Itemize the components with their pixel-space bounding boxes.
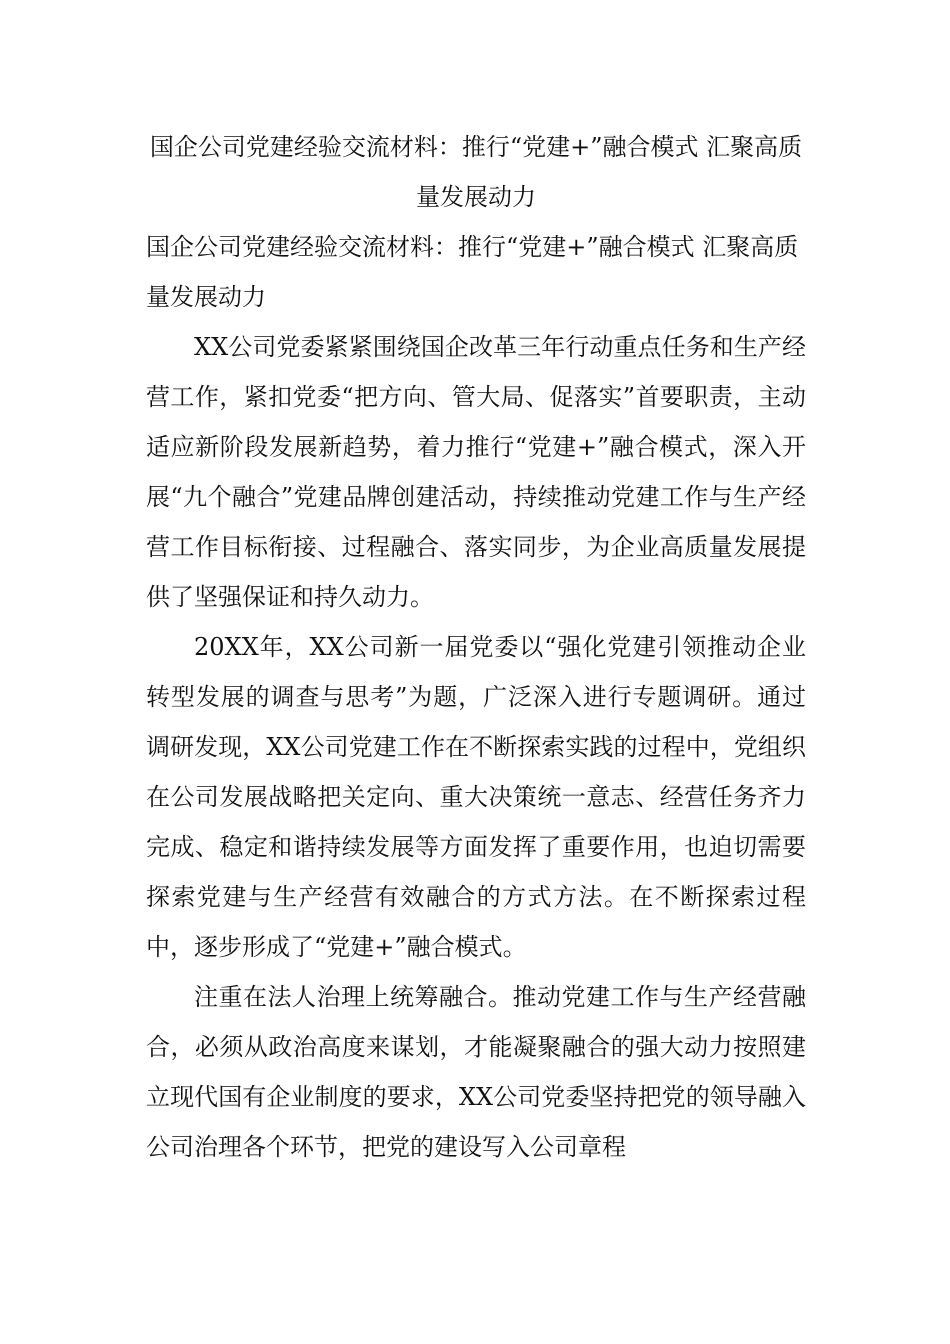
body-paragraph-3: 注重在法人治理上统筹融合。推动党建工作与生产经营融合，必须从政治高度来谋划，才能凝聚融合的强大动力按照建立现代国有企业制度的要求，XX公司党委坚持把党的领导融入公司治理各个环节，把党的建设写入公司章程 <box>146 983 806 1161</box>
body-paragraph-2: 20XX年，XX公司新一届党委以“强化党建引领推动企业转型发展的调查与思考”为题，广泛深入进行专题调研。通过调研发现，XX公司党建工作在不断探索实践的过程中，党组织在公司发展战略把关定向、重大决策统一意志、经营任务齐力完成、稳定和谐持续发展等方面发挥了重要作用，也迫切需要探索党建与生产经营有效融合的方式方法。在不断探索过程中，逐步形成了“党建+”融合模式。 <box>146 633 806 961</box>
body-paragraph-1: XX公司党委紧紧围绕国企改革三年行动重点任务和生产经营工作，紧扣党委“把方向、管大局、促落实”首要职责，主动适应新阶段发展新趋势，着力推行“党建+”融合模式，深入开展“九个融合”党建品牌创建活动，持续推动党建工作与生产经营工作目标衔接、过程融合、落实同步，为企业高质量发展提供了坚强保证和持久动力。 <box>146 333 806 611</box>
document-title: 国企公司党建经验交流材料：推行“党建+”融合模式 汇聚高质量发展动力 <box>149 133 803 211</box>
document-subtitle: 国企公司党建经验交流材料：推行“党建+”融合模式 汇聚高质量发展动力 <box>146 233 799 311</box>
document-page <box>146 122 806 1172</box>
